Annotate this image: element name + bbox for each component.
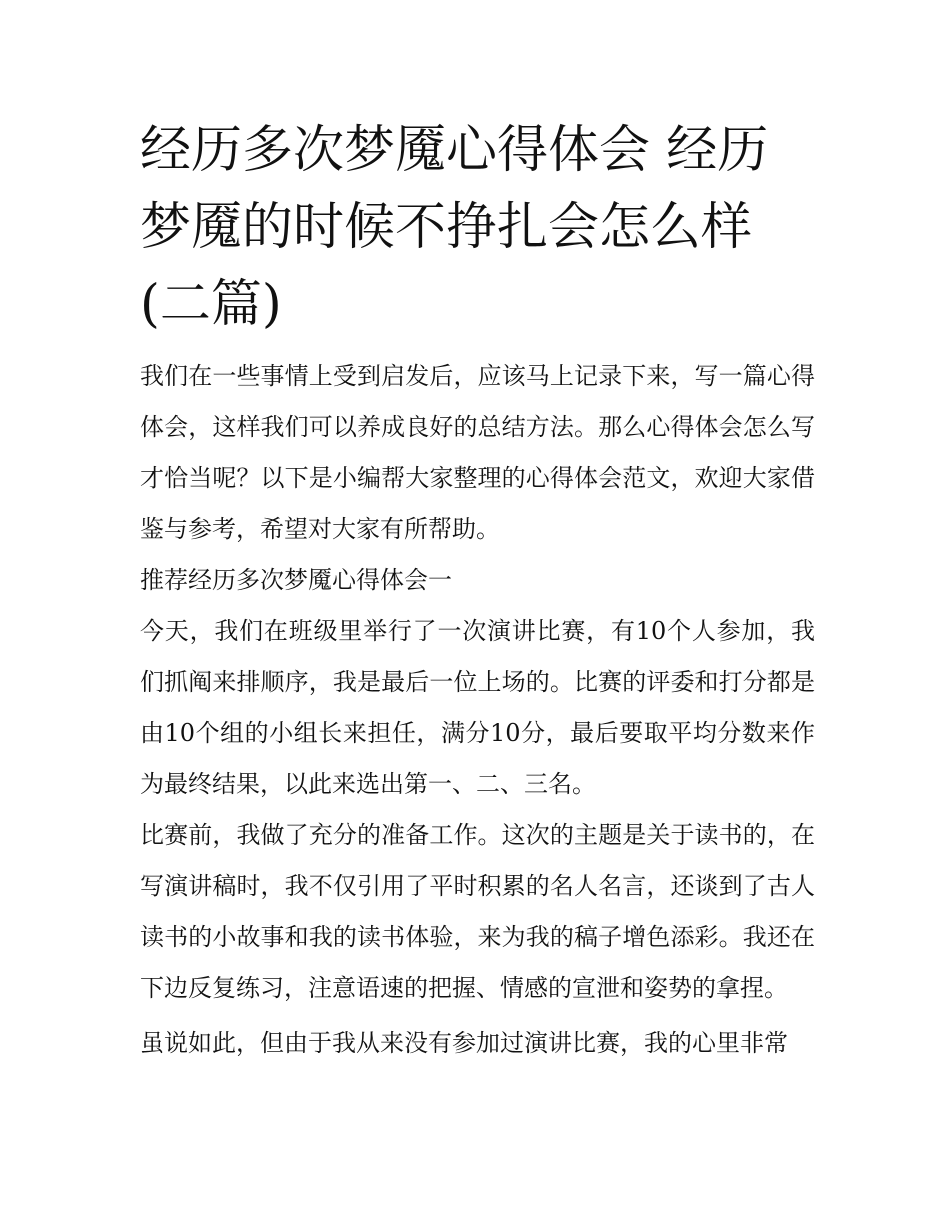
body-paragraph: 今天，我们在班级里举行了一次演讲比赛，有10个人参加，我们抓阄来排顺序，我是最后一位上场的。比赛的评委和打分都是由10个组的小组长来担任，满分10分，最后要取平均分数来作为最终结果，以此来选出第一、二、三名。 — [140, 617, 815, 798]
document-title: 经历多次梦魇心得体会 经历梦魇的时候不挣扎会怎么样(二篇) — [140, 121, 769, 334]
document-body — [140, 351, 815, 1069]
body-paragraph: 虽说如此，但由于我从来没有参加过演讲比赛，我的心里非常 — [140, 1029, 788, 1057]
section-heading: 推荐经历多次梦魇心得体会一 — [140, 566, 452, 594]
body-paragraph: 比赛前，我做了充分的准备工作。这次的主题是关于读书的，在写演讲稿时，我不仅引用了平时积累的名人名言，还谈到了古人读书的小故事和我的读书体验，来为我的稿子增色添彩。我还在下边反复练习，注意语速的把握、情感的宣泄和姿势的拿捏。 — [140, 821, 815, 1002]
document-page — [140, 112, 815, 1069]
intro-paragraph: 我们在一些事情上受到启发后，应该马上记录下来，写一篇心得体会，这样我们可以养成良好的总结方法。那么心得体会怎么写才恰当呢？以下是小编帮大家整理的心得体会范文，欢迎大家借鉴与参考，希望对大家有所帮助。 — [140, 362, 815, 543]
